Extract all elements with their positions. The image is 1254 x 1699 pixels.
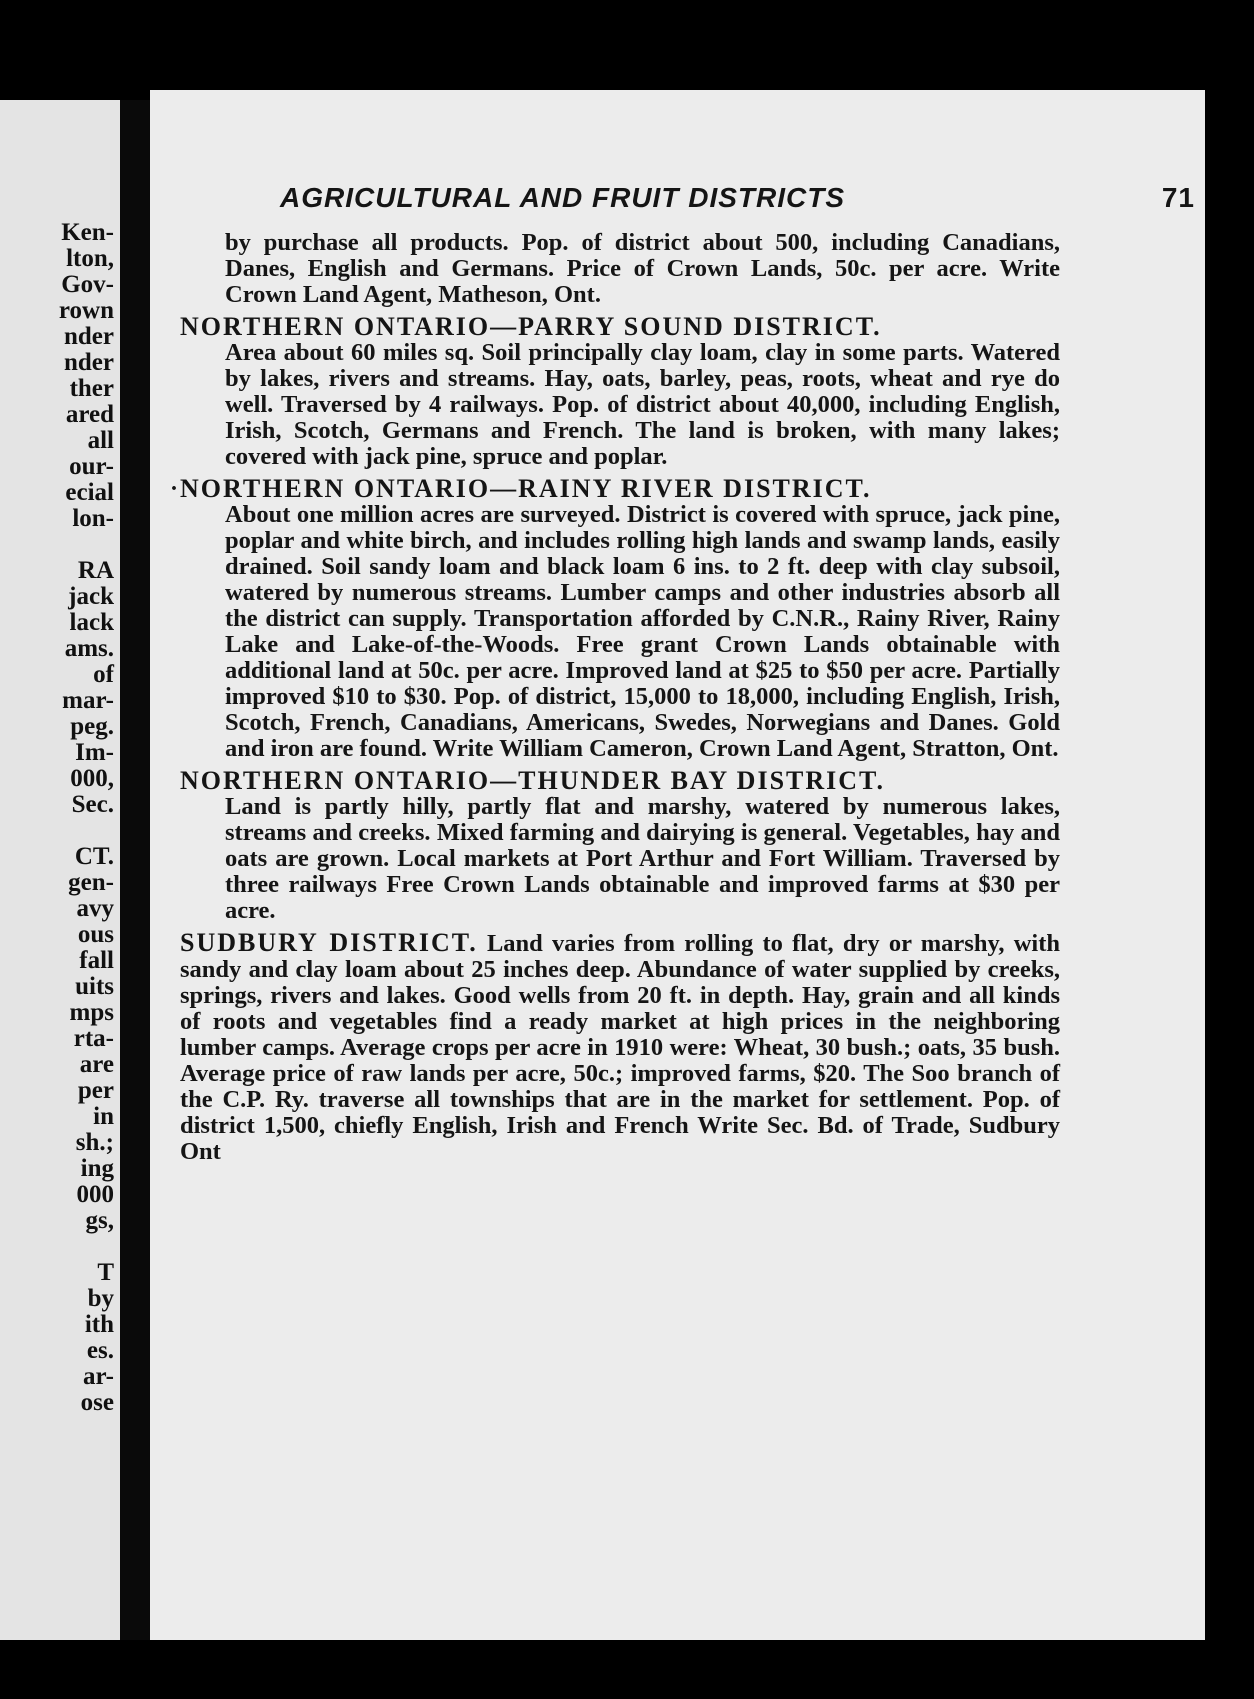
- entry-run-in: [180, 930, 1060, 1165]
- facing-page-line: ared: [65, 401, 114, 428]
- entry-heading: NORTHERN ONTARIO—RAINY RIVER DISTRICT.: [180, 474, 872, 503]
- facing-page-line: mar-: [62, 687, 114, 714]
- facing-page-line: ams.: [64, 635, 114, 662]
- facing-page-line: uits: [75, 973, 114, 1000]
- facing-page-line: sh.;: [75, 1129, 114, 1156]
- facing-page-line: gs,: [85, 1207, 114, 1234]
- facing-page-line: are: [79, 1051, 114, 1078]
- margin-dot: ·: [170, 476, 179, 502]
- facing-page-line: rta-: [73, 1025, 114, 1052]
- facing-page-line: our-: [69, 453, 114, 480]
- page-gutter: [120, 100, 150, 1640]
- facing-page-line: mps: [69, 999, 114, 1026]
- facing-page-line: [59, 818, 114, 844]
- running-header-title: AGRICULTURAL AND FRUIT DISTRICTS: [280, 182, 845, 213]
- facing-page-line: Gov-: [61, 271, 114, 298]
- entry-sudbury: [180, 930, 1060, 1165]
- facing-page-fragments: [59, 220, 114, 1416]
- entry-text: Land varies from rolling to flat, dry or marshy, with sandy and clay loam about 25 inches deep. Abundance of water supplied by creeks, springs, rivers and lakes. Good wells from 20 ft. in depth. Hay, grain and all kinds of roots and vegetables find a ready market at high prices in the neighboring lumber camps. Average crops per acre in 1910 were: Wheat, 30 bush.; oats, 35 bush. Average price of raw lands per acre, 50c.; improved farms, $20. The Soo branch of the C.P. Ry. traverse all townships that are in the market for settlement. Pop. of district 1,500, chiefly English, Irish and French Write Sec. Bd. of Trade, Sudbury Ont: [180, 930, 1061, 1165]
- entry-heading: NORTHERN ONTARIO—PARRY SOUND DISTRICT.: [180, 312, 882, 341]
- facing-page-line: ose: [80, 1389, 114, 1416]
- entry-parry-sound: [180, 314, 1060, 470]
- facing-page-line: es.: [86, 1337, 114, 1364]
- intro-paragraph: by purchase all products. Pop. of district about 500, including Canadians, Danes, English and Germans. Price of Crown Lands, 50c. per acre. Write Crown Land Agent, Matheson, Ont.: [225, 229, 1060, 308]
- facing-page-line: in: [93, 1103, 114, 1130]
- facing-page-line: of: [93, 661, 114, 688]
- entry-rainy-river: [170, 474, 1060, 762]
- entry-heading: NORTHERN ONTARIO—THUNDER BAY DISTRICT.: [180, 766, 885, 795]
- facing-page-line: [59, 1234, 114, 1260]
- facing-page-line: RA: [77, 557, 114, 584]
- facing-page-line: avy: [76, 895, 114, 922]
- document-page: [150, 90, 1205, 1640]
- entry-text: Area about 60 miles sq. Soil principally clay loam, clay in some parts. Watered by lakes, rivers and streams. Hay, oats, barley, peas, roots, wheat and rye do well. Traversed by 4 railways. Pop. of district about 40,000, including English, Irish, Scotch, Germans and French. The land is broken, with many lakes; covered with jack pine, spruce and poplar.: [225, 339, 1060, 470]
- facing-page-line: lton,: [66, 245, 114, 272]
- facing-page-line: ecial: [65, 479, 114, 506]
- facing-page-line: jack: [68, 583, 114, 610]
- facing-page-line: ous: [77, 921, 114, 948]
- facing-page-line: ther: [69, 375, 114, 402]
- facing-page-line: all: [87, 427, 114, 454]
- entry-heading: SUDBURY DISTRICT.: [180, 928, 478, 957]
- running-header: [280, 182, 1195, 214]
- facing-page-line: gen-: [68, 869, 114, 896]
- entry-text: Land is partly hilly, partly flat and marshy, watered by numerous lakes, streams and creeks. Mixed farming and dairying is general. Vegetables, hay and oats are grown. Local markets at Port Arthur and Fort William. Traversed by three railways Free Crown Lands obtainable and improved farms at $30 per acre.: [225, 793, 1060, 924]
- facing-page-line: ar-: [83, 1363, 114, 1390]
- page-number: 71: [1161, 182, 1195, 213]
- page-body: [170, 229, 1061, 1165]
- facing-page-line: [59, 532, 114, 558]
- facing-page-line: lon-: [72, 505, 114, 532]
- facing-page-line: fall: [79, 947, 114, 974]
- facing-page-line: nder: [64, 323, 114, 350]
- entry-thunder-bay: [180, 768, 1060, 924]
- facing-page-line: per: [77, 1077, 114, 1104]
- facing-page-line: rown: [58, 297, 114, 324]
- facing-page-line: Ken-: [61, 219, 114, 246]
- facing-page-line: CT.: [74, 843, 114, 870]
- facing-page-line: ing: [80, 1155, 114, 1182]
- facing-page-line: by: [87, 1285, 114, 1312]
- facing-page-line: 000,: [70, 765, 114, 792]
- facing-page-line: Sec.: [71, 791, 114, 818]
- entry-text: About one million acres are surveyed. District is covered with spruce, jack pine, poplar and white birch, and includes rolling high lands and swamp lands, easily drained. Soil sandy loam and black loam 6 ins. to 2 ft. deep with clay subsoil, watered by numerous streams. Lumber camps and other industries absorb all the district can supply. Transportation afforded by C.N.R., Rainy River, Rainy Lake and Lake-of-the-Woods. Free grant Crown Lands obtainable with additional land at 50c. per acre. Improved land at $25 to $50 per acre. Partially improved $10 to $30. Pop. of district, 15,000 to 18,000, including English, Irish, Scotch, French, Canadians, Americans, Swedes, Norwegians and Danes. Gold and iron are found. Write William Cameron, Crown Land Agent, Stratton, Ont.: [225, 501, 1060, 762]
- facing-page-line: peg.: [70, 713, 114, 740]
- facing-page-line: T: [97, 1259, 114, 1286]
- facing-page-line: lack: [69, 609, 114, 636]
- facing-page-line: nder: [64, 349, 114, 376]
- facing-page-line: 000: [76, 1181, 114, 1208]
- facing-page-line: Im-: [75, 739, 114, 766]
- facing-page-line: ith: [84, 1311, 114, 1338]
- facing-page: [0, 100, 120, 1640]
